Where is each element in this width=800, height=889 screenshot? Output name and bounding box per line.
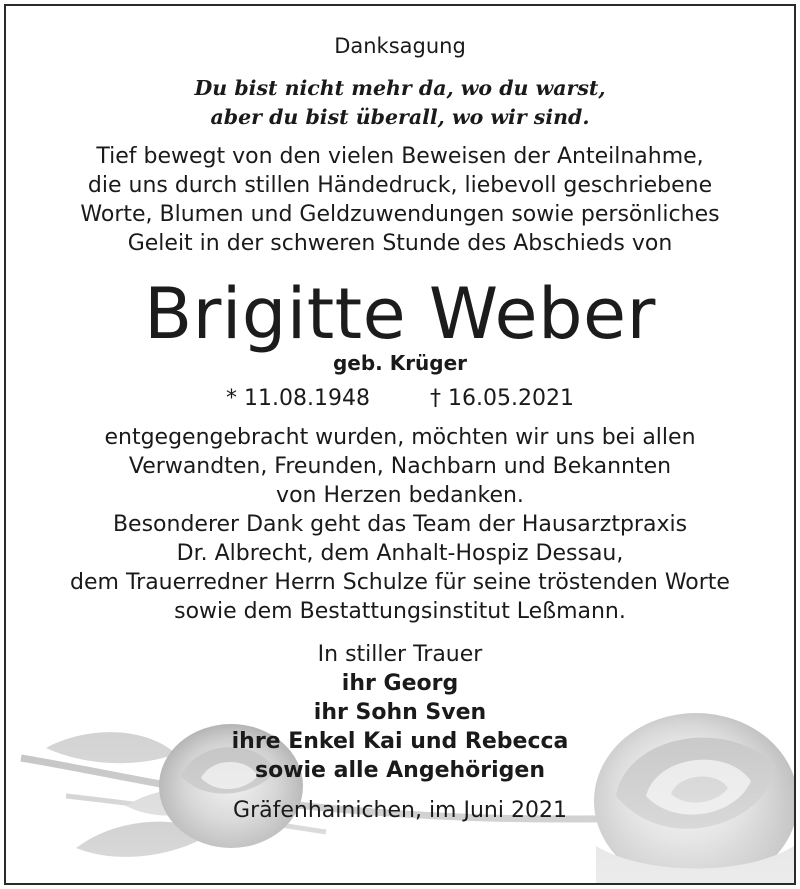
thanks-line: entgegengebracht wurden, möchten wir uns bei allen	[104, 425, 696, 450]
mourners-list	[6, 669, 794, 785]
death-date: † 16.05.2021	[430, 386, 574, 411]
mourner: ihre Enkel Kai und Rebecca	[231, 729, 569, 754]
mourner: sowie alle Angehörigen	[254, 758, 546, 783]
thanks-line: Dr. Albrecht, dem Anhalt-Hospiz Dessau,	[176, 541, 624, 566]
motto-line: Du bist nicht mehr da, wo du warst,	[194, 76, 606, 100]
thanks-line: von Herzen bedanken.	[276, 483, 524, 508]
thanks-line: Verwandten, Freunden, Nachbarn und Bekannten	[128, 454, 672, 479]
birth-date: * 11.08.1948	[226, 386, 370, 411]
birth-name: geb. Krüger	[332, 351, 468, 375]
deceased-name: Brigitte Weber	[144, 273, 656, 355]
obituary-card	[4, 4, 796, 885]
intro-line: Geleit in der schweren Stunde des Abschieds von	[127, 231, 673, 256]
closing-phrase: In stiller Trauer	[317, 642, 483, 667]
intro-line: Tief bewegt von den vielen Beweisen der Anteilnahme,	[96, 144, 704, 169]
motto-line: aber du bist überall, wo wir sind.	[210, 105, 590, 129]
mourner: ihr Sohn Sven	[313, 700, 487, 725]
obituary-content	[6, 6, 794, 825]
thanks-text	[6, 423, 794, 626]
intro-line: die uns durch stillen Händedruck, liebevoll geschriebene	[87, 173, 713, 198]
thanks-line: Besonderer Dank geht das Team der Hausarztpraxis	[112, 512, 688, 537]
heading: Danksagung	[334, 34, 466, 58]
intro-text	[6, 142, 794, 258]
thanks-line: dem Trauerredner Herrn Schulze für seine tröstenden Worte	[70, 570, 730, 595]
intro-line: Worte, Blumen und Geldzuwendungen sowie persönliches	[80, 202, 720, 227]
mourner: ihr Georg	[341, 671, 459, 696]
thanks-line: sowie dem Bestattungsinstitut Leßmann.	[174, 599, 626, 624]
life-dates	[6, 384, 794, 414]
motto-quote	[6, 74, 794, 132]
place-date: Gräfenhainichen, im Juni 2021	[233, 798, 567, 823]
